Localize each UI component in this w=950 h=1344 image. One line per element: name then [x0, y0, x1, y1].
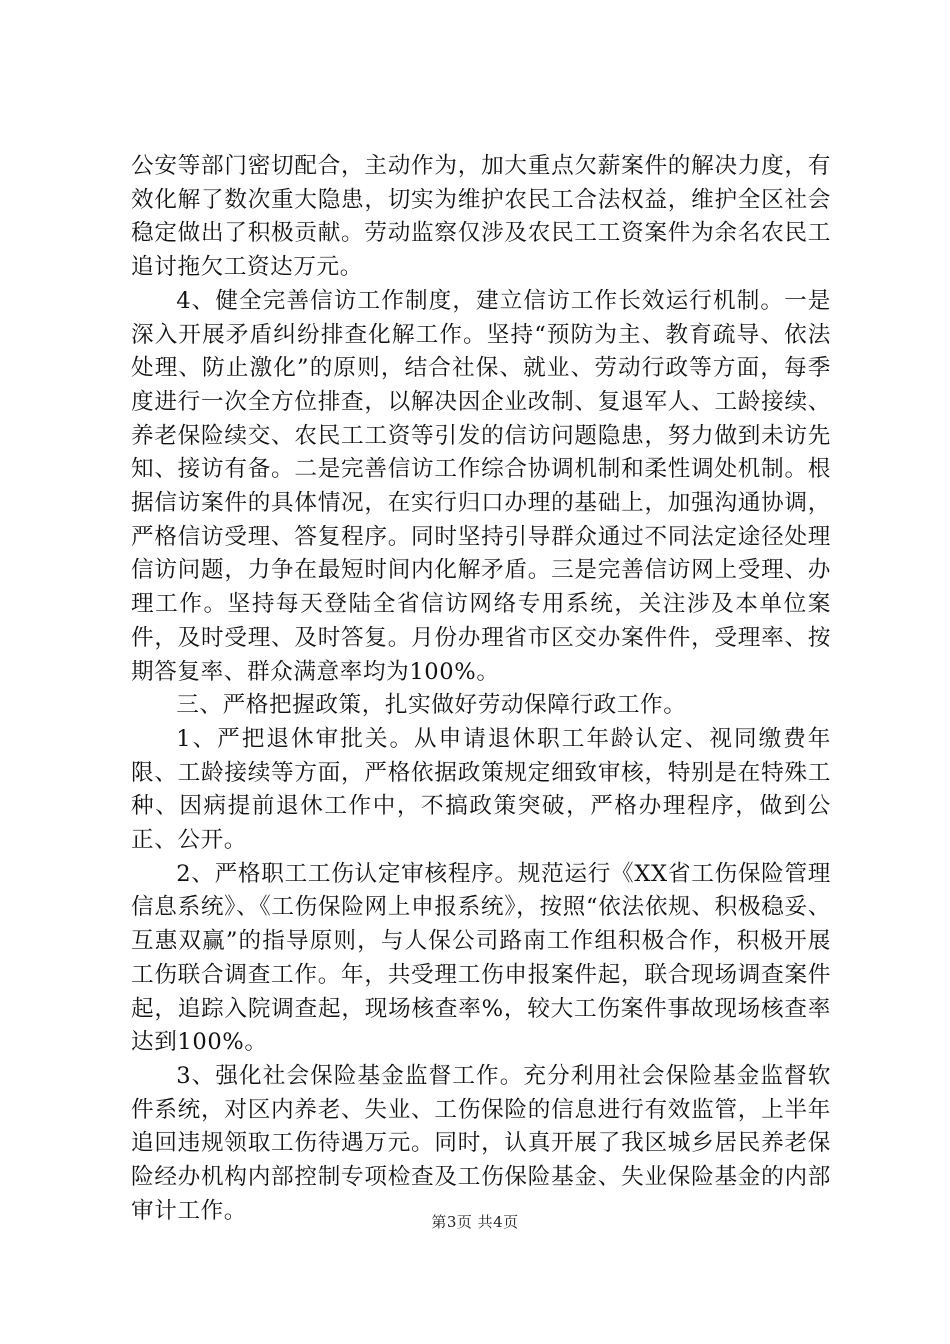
page-number-footer: 第3页 共4页	[431, 1213, 519, 1231]
paragraph-petition-system: 4、健全完善信访工作制度，建立信访工作长效运行机制。一是深入开展矛盾纠纷排查化解工作。坚持“预防为主、教育疏导、依法处理、防止激化”的原则，结合社保、就业、劳动行政等方面，每季度进行一次全方位排查，以解决因企业改制、复退军人、工龄接续、养老保险续交、农民工工资等引发的信访问题隐患，努力做到未访先知、接访有备。二是完善信访工作综合协调机制和柔性调处机制。根据信访案件的具体情况，在实行归口办理的基础上，加强沟通协调，严格信访受理、答复程序。同时坚持引导群众通过不同法定途径处理信访问题，力争在最短时间内化解矛盾。三是完善信访网上受理、办理工作。坚持每天登陆全省信访网络专用系统，关注涉及本单位案件，及时受理、及时答复。月份办理省市区交办案件件，受理率、按期答复率、群众满意率均为100%。	[131, 287, 831, 685]
paragraph-continuation: 公安等部门密切配合，主动作为，加大重点欠薪案件的解决力度，有效化解了数次重大隐患，切实为维护农民工合法权益，维护全区社会稳定做出了积极贡献。劳动监察仅涉及农民工工资案件为余名农民工追讨拖欠工资达万元。	[131, 153, 831, 281]
paragraph-work-injury: 2、严格职工工伤认定审核程序。规范运行《XX省工伤保险管理信息系统》、《工伤保险网上申报系统》，按照“依法依规、积极稳妥、互惠双赢”的指导原则，与人保公司路南工作组积极合作，积极开展工伤联合调查工作。年，共受理工伤申报案件起，联合现场调查案件起，追踪入院调查起，现场核查率%，较大工伤案件事故现场核查率达到100%。	[131, 860, 831, 1056]
section-heading-three: 三、严格把握政策，扎实做好劳动保障行政工作。	[176, 692, 687, 719]
document-body	[131, 150, 831, 1229]
paragraph-fund-supervision: 3、强化社会保险基金监督工作。充分利用社会保险基金监督软件系统，对区内养老、失业、工伤保险的信息进行有效监管，上半年追回违规领取工伤待遇万元。同时，认真开展了我区城乡居民养老保险经办机构内部控制专项检查及工伤保险基金、失业保险基金的内部审计工作。	[131, 1062, 831, 1224]
paragraph-retirement-approval: 1、严把退休审批关。从申请退休职工年龄认定、视同缴费年限、工龄接续等方面，严格依据政策规定细致审核，特别是在特殊工种、因病提前退休工作中，不搞政策突破，严格办理程序，做到公正、公开。	[131, 725, 831, 854]
